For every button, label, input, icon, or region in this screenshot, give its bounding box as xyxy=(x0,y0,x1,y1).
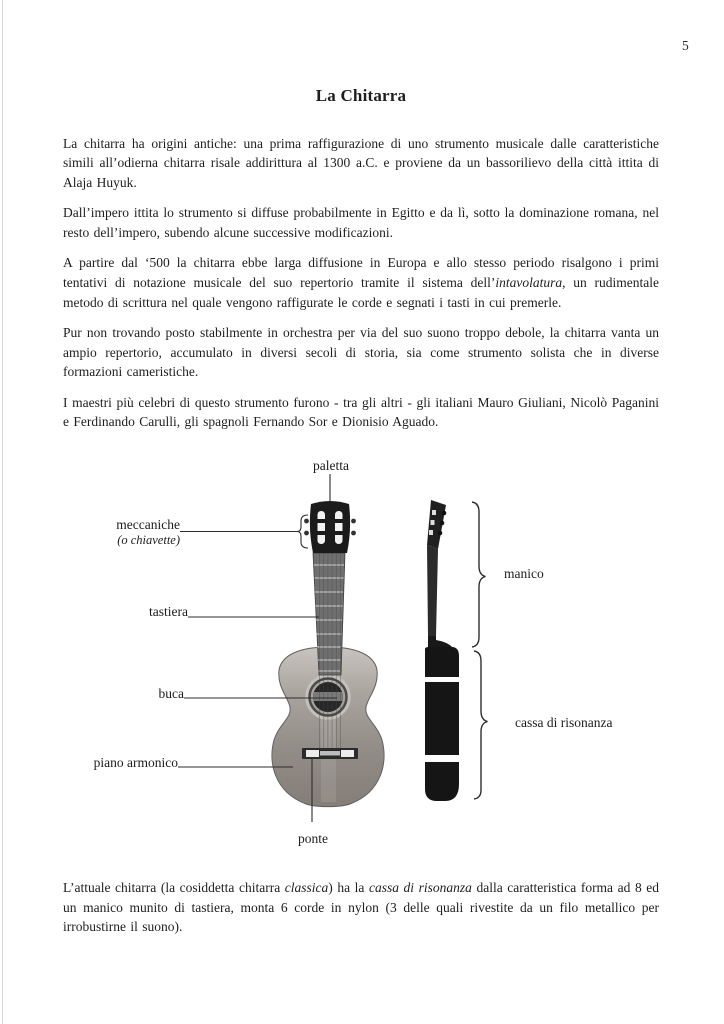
label-meccaniche xyxy=(56,517,180,548)
paragraph-origins: La chitarra ha origini antiche: una prima raffigurazione di uno strumento musicale dalle caratteristiche simili all’odierna chitarra risale addirittura al 1300 a.C. e proviene da un bassorilievo della città ittita di Alaja Huyuk. xyxy=(63,135,659,190)
text-segment: L’attuale chitarra (la cosiddetta chitarra xyxy=(63,880,285,895)
text-segment-italic: classica xyxy=(284,880,329,895)
bottom-text-block xyxy=(63,878,659,937)
label-ponte: ponte xyxy=(298,831,328,846)
page-title: La Chitarra xyxy=(315,86,407,105)
guitar-side-view xyxy=(424,500,460,801)
guitar-diagram-svg xyxy=(0,450,724,860)
paragraph-hittite-empire: Dall’impero ittita lo strumento si diffuse probabilmente in Egitto e da lì, sotto la dominazione romana, nel resto dell’impero, subendo alcune successive modificazioni. xyxy=(63,205,659,240)
guitar-diagram xyxy=(0,450,724,860)
side-binding-upper xyxy=(424,677,460,682)
side-binding-lower xyxy=(424,755,460,762)
label-chiavette: (o chiavette) xyxy=(117,532,180,547)
cassa-brace xyxy=(474,651,488,799)
text-segment-italic: cassa di risonanza xyxy=(368,880,472,895)
label-cassa-di-risonanza: cassa di risonanza xyxy=(515,715,613,730)
paragraph-1500s xyxy=(63,253,659,312)
text-segment: dalla caratteristica forma ad 8 ed un manico munito di tastiera, monta 6 corde in nylon (3 delle quali rivestite da un filo metallico per irrobustirne il suono). xyxy=(63,880,660,935)
diagram-braces xyxy=(472,502,488,799)
main-text-block xyxy=(63,84,659,443)
label-manico: manico xyxy=(504,566,544,581)
headstock xyxy=(304,501,356,553)
label-meccaniche-main: meccaniche xyxy=(116,517,180,532)
side-body xyxy=(425,647,459,801)
text-segment: , un rudimentale metodo di scrittura nel quale vengono raffigurate le corde e segnati i tasti in cui premerle. xyxy=(63,275,659,310)
guitar-front-view xyxy=(272,501,384,807)
paragraph-repertoire: Pur non trovando posto stabilmente in orchestra per via del suo suono troppo debole, la chitarra vanta un ampio repertorio, accumulato in diversi secoli di storia, sia come strumento solista che in diverse formazioni cameristiche. xyxy=(63,325,659,380)
label-piano-armonico: piano armonico xyxy=(93,755,178,770)
label-tastiera: tastiera xyxy=(149,604,188,619)
label-paletta: paletta xyxy=(313,458,349,473)
text-segment: A partire dal ‘500 la chitarra ebbe larga diffusione in Europa e allo stesso periodo risalgono i primi tentativi di notazione musicale del suo repertorio tramite il sistema dell’ xyxy=(63,255,659,291)
bridge xyxy=(302,748,358,759)
paragraph-modern-guitar xyxy=(63,878,659,937)
side-heel xyxy=(428,636,453,648)
side-neck xyxy=(427,545,438,636)
page-number: 5 xyxy=(682,38,689,53)
manico-brace xyxy=(472,502,486,647)
text-segment-italic: intavolatura xyxy=(495,275,563,291)
text-segment: ) ha la xyxy=(328,880,369,895)
label-buca: buca xyxy=(158,686,184,701)
paragraph-masters: I maestri più celebri di questo strumento furono - tra gli altri - gli italiani Mauro Giuliani, Nicolò Paganini e Ferdinando Carulli, gli spagnoli Fernando Sor e Dionisio Aguado. xyxy=(63,394,659,430)
